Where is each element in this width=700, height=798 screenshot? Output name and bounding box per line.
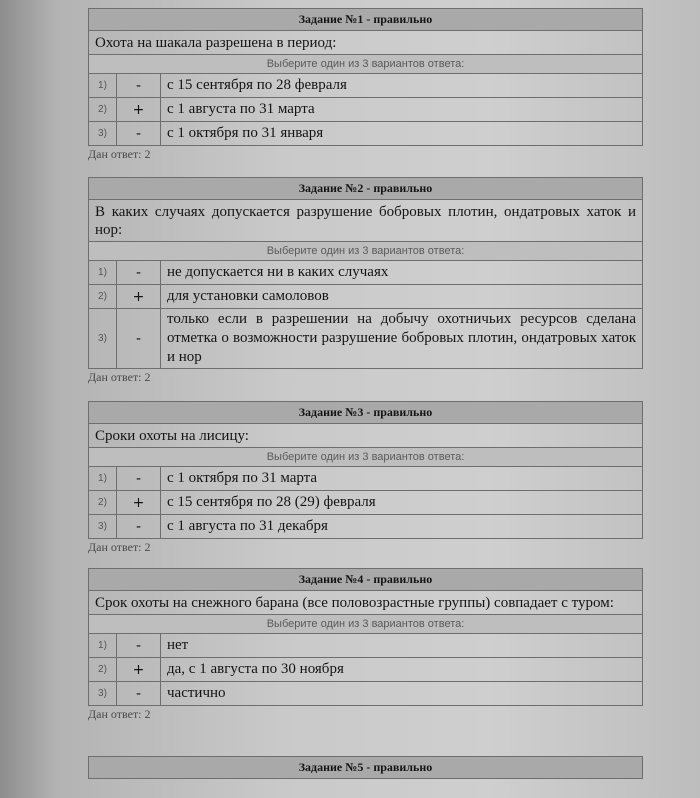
given-answer: Дан ответ: 2: [88, 707, 151, 721]
option-number: 2): [89, 491, 117, 515]
option-text: с 15 сентября по 28 (29) февраля: [161, 491, 643, 515]
option-number: 1): [89, 261, 117, 285]
answer-option-row: [89, 467, 643, 491]
option-number: 3): [89, 122, 117, 146]
task-question: Охота на шакала разрешена в период:: [89, 31, 643, 55]
task-table: [88, 568, 643, 706]
answer-option-row: [89, 261, 643, 285]
option-text: только если в разрешении на добычу охотничьих ресурсов сделана отметка о возможности разрушение бобровых плотин, ондатровых хаток и нор: [161, 309, 643, 369]
task-block-4: [88, 568, 643, 721]
option-mark: -: [117, 74, 161, 98]
option-text: с 1 октября по 31 января: [161, 122, 643, 146]
answer-option-row: [89, 74, 643, 98]
option-text: с 1 августа по 31 марта: [161, 98, 643, 122]
task-table: [88, 756, 643, 779]
answer-option-row: [89, 285, 643, 309]
option-mark: -: [117, 634, 161, 658]
option-text: частично: [161, 682, 643, 706]
answer-option-row: [89, 491, 643, 515]
task-title: Задание №1 - правильно: [89, 9, 643, 31]
option-text: с 1 августа по 31 декабря: [161, 515, 643, 539]
option-mark: -: [117, 467, 161, 491]
option-number: 2): [89, 98, 117, 122]
option-number: 1): [89, 634, 117, 658]
option-number: 1): [89, 74, 117, 98]
answer-option-row: [89, 98, 643, 122]
task-title: Задание №4 - правильно: [89, 569, 643, 591]
answer-option-row: [89, 634, 643, 658]
option-number: 3): [89, 515, 117, 539]
option-number: 3): [89, 682, 117, 706]
option-mark: -: [117, 261, 161, 285]
answer-instruction: Выберите один из 3 вариантов ответа:: [89, 448, 643, 467]
option-number: 1): [89, 467, 117, 491]
answer-option-row: [89, 122, 643, 146]
task-table: [88, 8, 643, 146]
task-table: [88, 177, 643, 369]
option-mark: +: [117, 285, 161, 309]
option-mark: -: [117, 309, 161, 369]
given-answer: Дан ответ: 2: [88, 370, 151, 384]
answer-option-row: [89, 658, 643, 682]
option-text: для установки самоловов: [161, 285, 643, 309]
task-block-1: [88, 8, 643, 161]
answer-instruction: Выберите один из 3 вариантов ответа:: [89, 55, 643, 74]
option-text: нет: [161, 634, 643, 658]
answer-instruction: Выберите один из 3 вариантов ответа:: [89, 615, 643, 634]
option-mark: -: [117, 515, 161, 539]
option-mark: +: [117, 491, 161, 515]
task-table: [88, 401, 643, 539]
task-question: В каких случаях допускается разрушение бобровых плотин, ондатровых хаток и нор:: [89, 200, 643, 242]
option-number: 3): [89, 309, 117, 369]
option-mark: +: [117, 98, 161, 122]
task-title: Задание №3 - правильно: [89, 402, 643, 424]
option-text: да, с 1 августа по 30 ноября: [161, 658, 643, 682]
answer-option-row: [89, 682, 643, 706]
option-text: не допускается ни в каких случаях: [161, 261, 643, 285]
task-title: Задание №5 - правильно: [89, 757, 643, 779]
given-answer: Дан ответ: 2: [88, 540, 151, 554]
given-answer: Дан ответ: 2: [88, 147, 151, 161]
option-mark: +: [117, 658, 161, 682]
task-block-3: [88, 401, 643, 554]
task-block-2: [88, 177, 643, 384]
task-block-5: [88, 756, 643, 779]
task-question: Срок охоты на снежного барана (все половозрастные группы) совпадает с туром:: [89, 591, 643, 615]
option-number: 2): [89, 285, 117, 309]
task-title: Задание №2 - правильно: [89, 178, 643, 200]
option-text: с 1 октября по 31 марта: [161, 467, 643, 491]
option-text: с 15 сентября по 28 февраля: [161, 74, 643, 98]
answer-option-row: [89, 515, 643, 539]
answer-instruction: Выберите один из 3 вариантов ответа:: [89, 242, 643, 261]
option-mark: -: [117, 682, 161, 706]
task-question: Сроки охоты на лисицу:: [89, 424, 643, 448]
option-number: 2): [89, 658, 117, 682]
option-mark: -: [117, 122, 161, 146]
answer-option-row: [89, 309, 643, 369]
